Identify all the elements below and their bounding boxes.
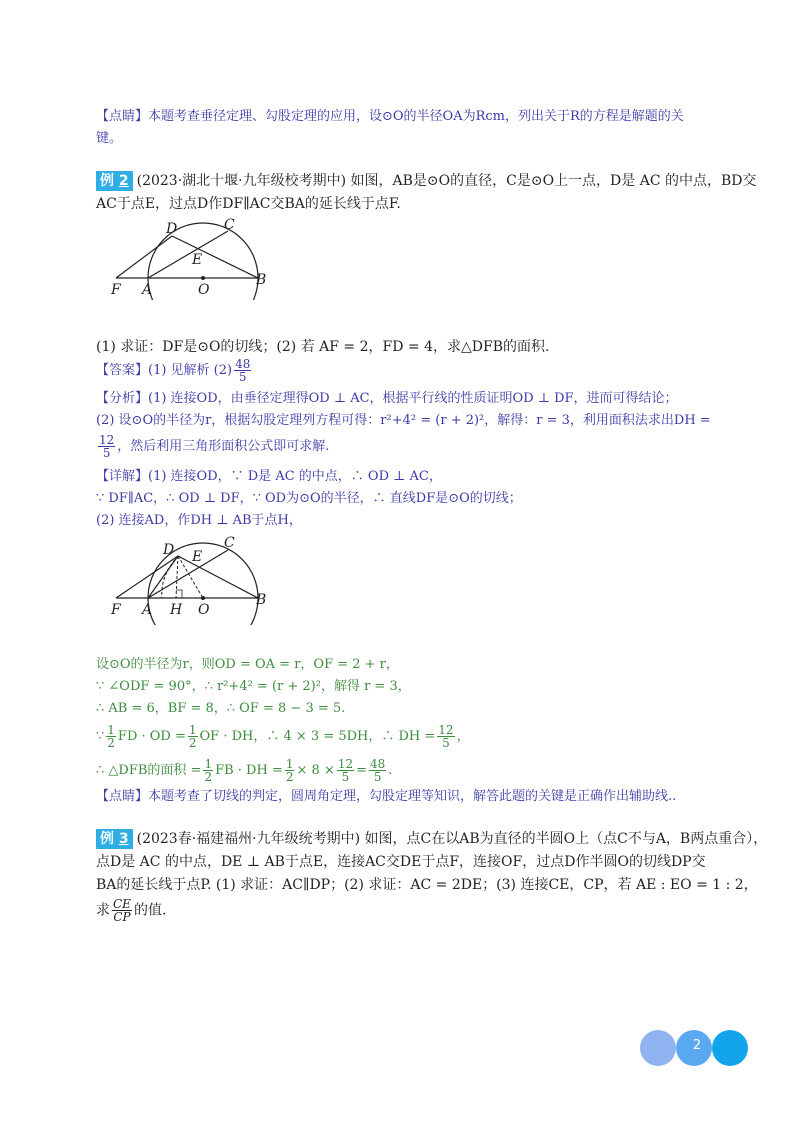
dianjing-line-1: 【点睛】本题考查垂径定理、勾股定理的应用，设⊙O的半径OA为Rcm，列出关于R的方程是解题的关	[96, 109, 684, 124]
figure-2	[108, 530, 278, 625]
fig1-label-o: O	[198, 282, 210, 298]
dianjing-line-2: 键。	[96, 131, 123, 146]
dianjing-2: 【点睛】本题考查了切线的判定，圆周角定理，勾股定理等知识，解答此题的关键是正确作出辅助线..	[96, 789, 677, 804]
example-3-line-3: BA的延长线于点P. (1) 求证：AC∥DP；(2) 求证：AC = 2DE；(3) 连接CE，CP，若 AE : EO = 1 : 2，	[96, 877, 758, 893]
example-2-badge: 例 2	[96, 171, 133, 191]
analysis-line-2: (2) 设⊙O的半径为r，根据勾股定理列方程可得：r²+4² = (r + 2)²，解得：r = 3，利用面积法求出DH =	[96, 413, 711, 428]
fig2-label-o: O	[198, 602, 210, 618]
example-2-line-1	[96, 170, 757, 192]
solution-line-1: 设⊙O的半径为r，则OD = OA = r，OF = 2 + r，	[96, 657, 399, 672]
fig1-label-a: A	[142, 282, 153, 298]
example-2-line-2: AC于点E，过点D作DF∥AC交BA的延长线于点F.	[96, 196, 401, 212]
detail-line-1: 【详解】(1) 连接OD，∵ D是 AC 的中点，∴ OD ⊥ AC，	[96, 469, 442, 484]
solution-line-3: ∴ AB = 6，BF = 8，∴ OF = 8 − 3 = 5.	[96, 701, 346, 716]
fig1-label-d: D	[166, 221, 178, 237]
solution-line-2: ∵ ∠ODF = 90°，∴ r²+4² = (r + 2)²，解得 r = 3，	[96, 679, 411, 694]
badge-circle-left	[640, 1030, 676, 1066]
badge-circle-right	[712, 1030, 748, 1066]
solution-line-4: ∵ $\frac{1}{2}$ FD · OD = $\frac{1}{2}$ OF · DH，∴ 4 × 3 = 5DH，∴ DH = $\frac{12}{5}$ ，	[96, 723, 470, 750]
example-2-question: (1) 求证：DF是⊙O的切线；(2) 若 AF = 2，FD = 4，求△DFB的面积.	[96, 339, 550, 355]
fig2-label-a: A	[142, 602, 153, 618]
fig1-label-f: F	[111, 282, 121, 298]
example-3-badge: 例 3	[96, 829, 133, 849]
example-3-text-1: (2023春·福建福州·九年级统考期中) 如图，点C在以AB为直径的半圆O上（点C不与A，B两点重合），	[136, 831, 768, 847]
analysis-line-1: 【分析】(1) 连接OD，由垂径定理得OD ⊥ AC，根据平行线的性质证明OD ⊥ DF，进而可得结论；	[96, 391, 678, 406]
example-3-line-2: 点D是 AC 的中点，DE ⊥ AB于点E，连接AC交DE于点F，连接OF，过点D作半圆O的切线DP交	[96, 854, 706, 870]
fig2-label-d: D	[163, 542, 175, 558]
fig2-label-f: F	[111, 602, 121, 618]
page-number: 2	[692, 1038, 702, 1053]
fig1-label-e: E	[192, 252, 203, 268]
solution-line-5: ∴ △DFB的面积 = $\frac{1}{2}$ FB · DH = $\frac{1}{2}$ × 8 × $\frac{12}{5}$ = $\frac{48}{5}$ .	[96, 757, 393, 784]
detail-line-2: ∵ DF∥AC，∴ OD ⊥ DF，∵ OD为⊙O的半径，∴ 直线DF是⊙O的切线；	[96, 491, 522, 506]
fig2-label-c: C	[224, 535, 235, 551]
fig2-label-h: H	[170, 602, 183, 618]
fig2-label-e: E	[192, 549, 203, 565]
example-3-line-1	[96, 828, 767, 850]
analysis-line-3: $\frac{12}{5}$ ，然后利用三角形面积公式即可求解.	[99, 433, 330, 460]
fig1-label-c: C	[224, 217, 235, 233]
example-2-answer: 【答案】(1) 见解析 (2) $\frac{48}{5}$	[96, 357, 251, 384]
example-3-line-4: 求 $\frac{CE}{CP}$ 的值.	[96, 897, 167, 924]
fig2-label-b: B	[256, 592, 267, 608]
fig1-label-b: B	[256, 272, 267, 288]
figure-1	[108, 215, 278, 300]
example-2-text-1: (2023·湖北十堰·九年级校考期中) 如图，AB是⊙O的直径，C是⊙O上一点，D是 AC 的中点，BD交	[136, 173, 757, 189]
detail-line-3: (2) 连接AD，作DH ⊥ AB于点H，	[96, 513, 302, 528]
